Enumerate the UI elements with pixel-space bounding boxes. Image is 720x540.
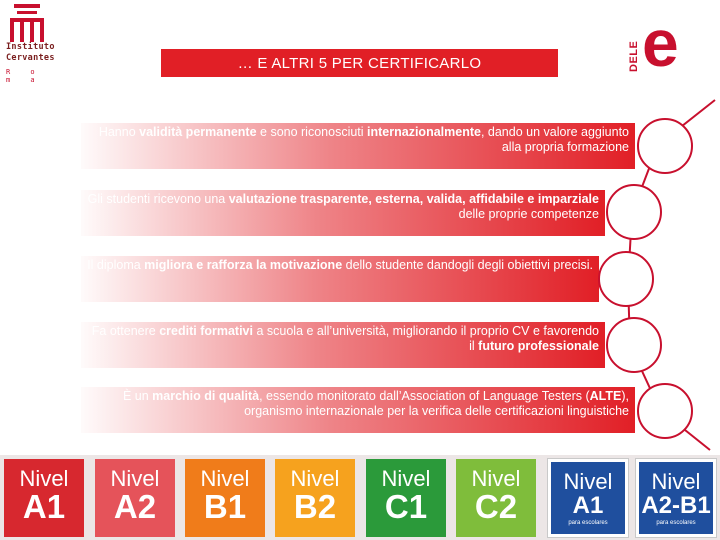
benefit-text: , essendo monitorato dall’Association of Language Testers ( [259,389,590,403]
circle-icon [606,184,662,240]
benefit-text: ), organismo internazionale per la verifica delle certificazioni linguistiche [244,389,629,418]
level-badge [366,459,446,537]
benefit-row-5 [81,387,635,433]
level-note: para escolares [568,520,608,526]
level-word: Nivel [200,466,250,491]
circle-icon [637,383,693,439]
benefit-text: a scuola e all’università, migliorando il proprio CV e favorendo il [252,324,599,353]
dele-e-letter: e [642,6,679,80]
level-word: Nivel [290,466,340,491]
benefit-highlight: marchio di qualità [152,389,260,403]
level-word: Nivel [110,466,160,491]
benefit-highlight: futuro professionale [478,339,599,353]
level-badge [456,459,536,537]
benefit-text: delle proprie competenze [458,207,599,221]
level-code: A2-B1 [641,492,711,519]
benefit-text: Gli studenti ricevono una [87,192,229,206]
dele-word: DELE [628,40,640,72]
level-code: C2 [474,488,518,525]
circle-icon [606,317,662,373]
level-badge [275,459,355,537]
level-code: A2 [113,488,157,525]
circle-icon [637,118,693,174]
logo-line-2: Cervantes [6,53,55,63]
level-badge [95,459,175,537]
logo-city: R o m a [6,68,43,84]
benefit-text: Fa ottenere [91,324,160,338]
level-badge [4,459,84,537]
logo-line-1: Instituto [6,42,55,52]
benefit-text: , dando un valore aggiunto alla propria formazione [480,125,629,154]
level-badge [636,459,716,537]
benefit-highlight: valutazione trasparente, esterna, valida, affidabile e imparziale [228,192,599,206]
level-code: A1 [22,488,66,525]
benefit-highlight: internazionalmente [367,125,481,139]
benefit-row-3 [81,256,599,302]
level-word: Nivel [651,469,701,494]
level-code: A1 [572,492,604,519]
benefit-row-4 [81,322,605,368]
level-note: para escolares [656,520,696,526]
benefit-row-1 [81,123,635,169]
benefit-row-2 [81,190,605,236]
circle-icon [598,251,654,307]
benefit-highlight: validità permanente [139,125,257,139]
level-word: Nivel [563,469,613,494]
level-word: Nivel [471,466,521,491]
levels-strip [0,455,720,540]
benefit-text: e sono riconosciuti [256,125,368,139]
level-code: C1 [384,488,428,525]
benefit-text: dello studente dandogli degli obiettivi precisi. [342,258,593,272]
benefit-text: È un [122,389,153,403]
level-code: B1 [203,488,247,525]
level-word: Nivel [381,466,431,491]
page-title: … E ALTRI 5 PER CERTIFICARLO [161,49,558,77]
benefit-highlight: migliora e rafforza la motivazione [144,258,343,272]
level-badge [548,459,628,537]
benefit-highlight: crediti formativi [159,324,253,338]
level-badge [185,459,265,537]
benefit-text: Hanno [98,125,140,139]
level-word: Nivel [19,466,69,491]
benefit-text: Il diploma [87,258,145,272]
benefit-highlight: ALTE [589,389,622,403]
level-code: B2 [293,488,337,525]
